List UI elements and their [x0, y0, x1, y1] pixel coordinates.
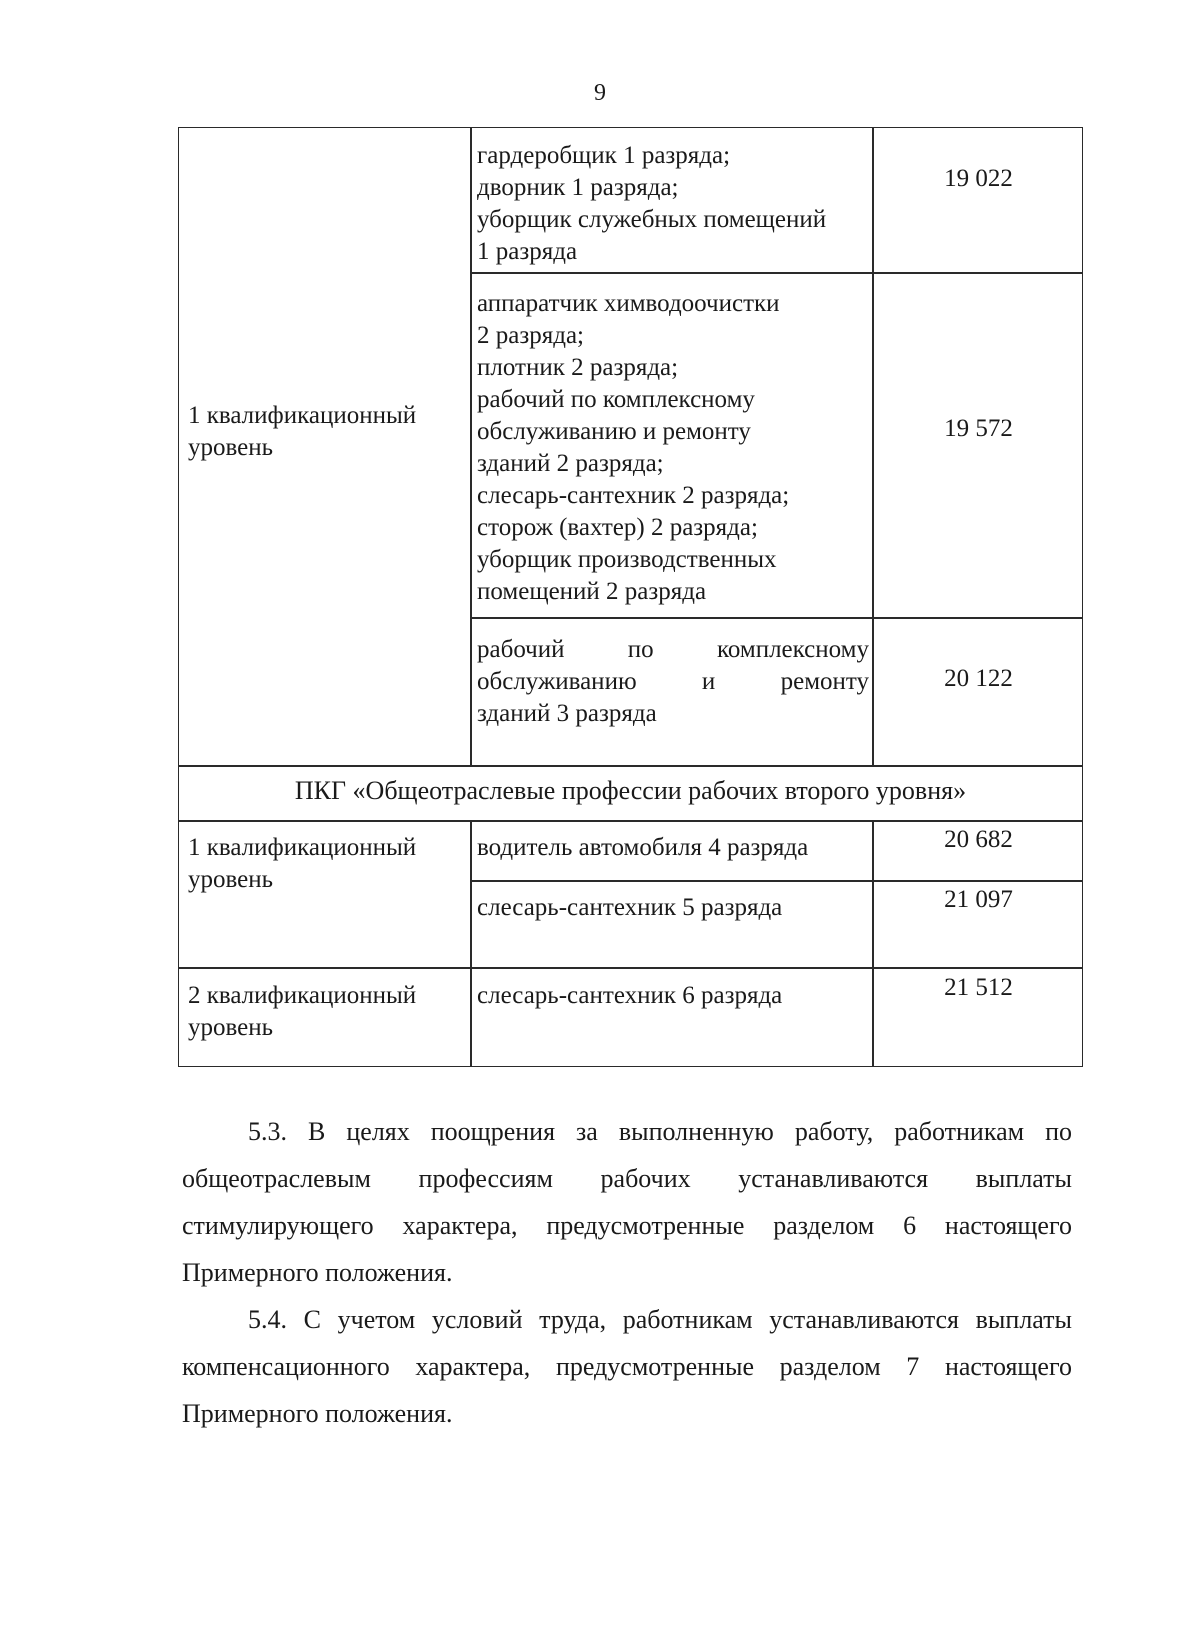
col-divider-1-lower	[470, 820, 472, 1067]
group-title: ПКГ «Общеотраслевые профессии рабочих второго уровня»	[294, 776, 967, 805]
profession-cell: гардеробщик 1 разряда; дворник 1 разряда; уборщик служебных помещений 1 разряда	[477, 142, 827, 265]
row-divider-4	[178, 967, 1083, 969]
profession-cell-line: рабочий по комплексному	[477, 636, 869, 663]
paragraph-5-3: 5.3. В целях поощрения за выполненную работу, работникам по общеотраслевым профессиям рабочих устанавливаются выплаты стимулирующего характера, предусмотренные разделом 6 настоящего Примерного положения.	[182, 1117, 1072, 1287]
group-title-top-line	[178, 765, 1083, 767]
level-label-group1: 1 квалификационный уровень	[188, 402, 417, 461]
salary-cell: 21 512	[944, 974, 1013, 1001]
page-number: 9	[594, 80, 606, 106]
col-divider-2-lower	[872, 820, 874, 1067]
salary-cell: 20 682	[944, 826, 1013, 853]
profession-cell-line: зданий 3 разряда	[477, 700, 657, 727]
row-divider-3	[470, 880, 1083, 882]
salary-cell: 20 122	[944, 665, 1013, 692]
level-label-group2-2: 2 квалификационный уровень	[188, 982, 417, 1041]
salary-cell: 19 572	[944, 415, 1013, 442]
col-divider-1-upper	[470, 127, 472, 765]
group-title-bottom-line	[178, 820, 1083, 822]
salary-cell: 21 097	[944, 886, 1013, 913]
profession-cell: аппаратчик химводоочистки 2 разряда; плотник 2 разряда; рабочий по комплексному обслуживанию и ремонту зданий 2 разряда; слесарь-сантехник 2 разряда; сторож (вахтер) 2 разряда; уборщик производственных помещений 2 разряда	[477, 290, 790, 605]
row-divider-1	[470, 272, 1083, 274]
profession-cell-line: обслуживанию и ремонту	[477, 668, 869, 695]
profession-cell: водитель автомобиля 4 разряда	[477, 834, 809, 861]
profession-cell: слесарь-сантехник 5 разряда	[477, 894, 783, 921]
profession-cell: слесарь-сантехник 6 разряда	[477, 982, 783, 1009]
salary-cell: 19 022	[944, 165, 1013, 192]
paragraph-5-4: 5.4. С учетом условий труда, работникам устанавливаются выплаты компенсационного характера, предусмотренные разделом 7 настоящего Примерного положения.	[182, 1305, 1072, 1428]
row-divider-2	[470, 617, 1083, 619]
level-label-group2-1: 1 квалификационный уровень	[188, 834, 417, 893]
